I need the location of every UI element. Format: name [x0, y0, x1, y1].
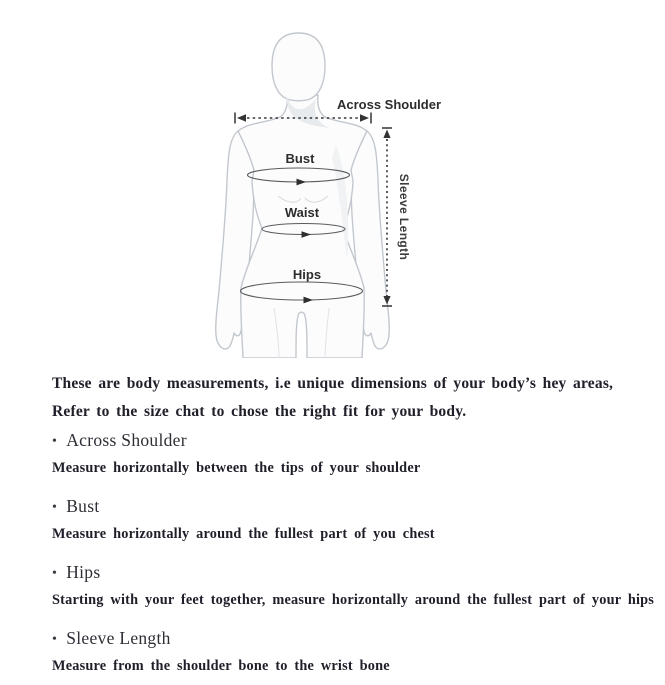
bullet-dot: • — [52, 632, 58, 647]
measurement-item-title — [52, 560, 655, 587]
measurement-item-title — [52, 428, 655, 455]
measurement-item-sleeve-length — [52, 626, 655, 676]
measurement-item-bust — [52, 494, 655, 544]
sleeve-length-label: Sleeve Length — [397, 173, 411, 261]
bullet-dot: • — [52, 434, 58, 449]
measurement-item-hips — [52, 560, 655, 610]
across-shoulder-label: Across Shoulder — [336, 97, 442, 112]
measurement-name: Sleeve Length — [66, 628, 171, 648]
head-outline — [272, 33, 325, 101]
measurement-description: Measure from the shoulder bone to the wrist bone — [52, 658, 390, 674]
hips-label: Hips — [292, 267, 322, 282]
intro-paragraph — [52, 370, 655, 426]
measurement-item-across-shoulder — [52, 428, 655, 478]
measurement-name: Across Shoulder — [66, 430, 187, 450]
intro-line-2: Refer to the size chat to chose the right fit for your body. — [52, 403, 467, 420]
measurement-description: Measure horizontally between the tips of your shoulder — [52, 460, 421, 476]
measurement-name: Hips — [66, 562, 101, 582]
measurement-name: Bust — [66, 496, 100, 516]
intro-line-1: These are body measurements, i.e unique dimensions of your body’s hey areas, — [52, 375, 614, 392]
measurement-item-title — [52, 494, 655, 521]
measurement-item-title — [52, 626, 655, 653]
bullet-dot: • — [52, 500, 58, 515]
measurement-description: Measure horizontally around the fullest part of you chest — [52, 526, 435, 542]
body-measurement-diagram — [200, 10, 460, 358]
size-guide-text — [52, 370, 655, 676]
body-silhouette — [216, 33, 390, 358]
diagram-container — [200, 10, 460, 358]
measurement-description: Starting with your feet together, measure horizontally around the fullest part of your hips — [52, 592, 655, 608]
bust-label: Bust — [285, 151, 315, 166]
bullet-dot: • — [52, 566, 58, 581]
waist-label: Waist — [284, 205, 320, 220]
